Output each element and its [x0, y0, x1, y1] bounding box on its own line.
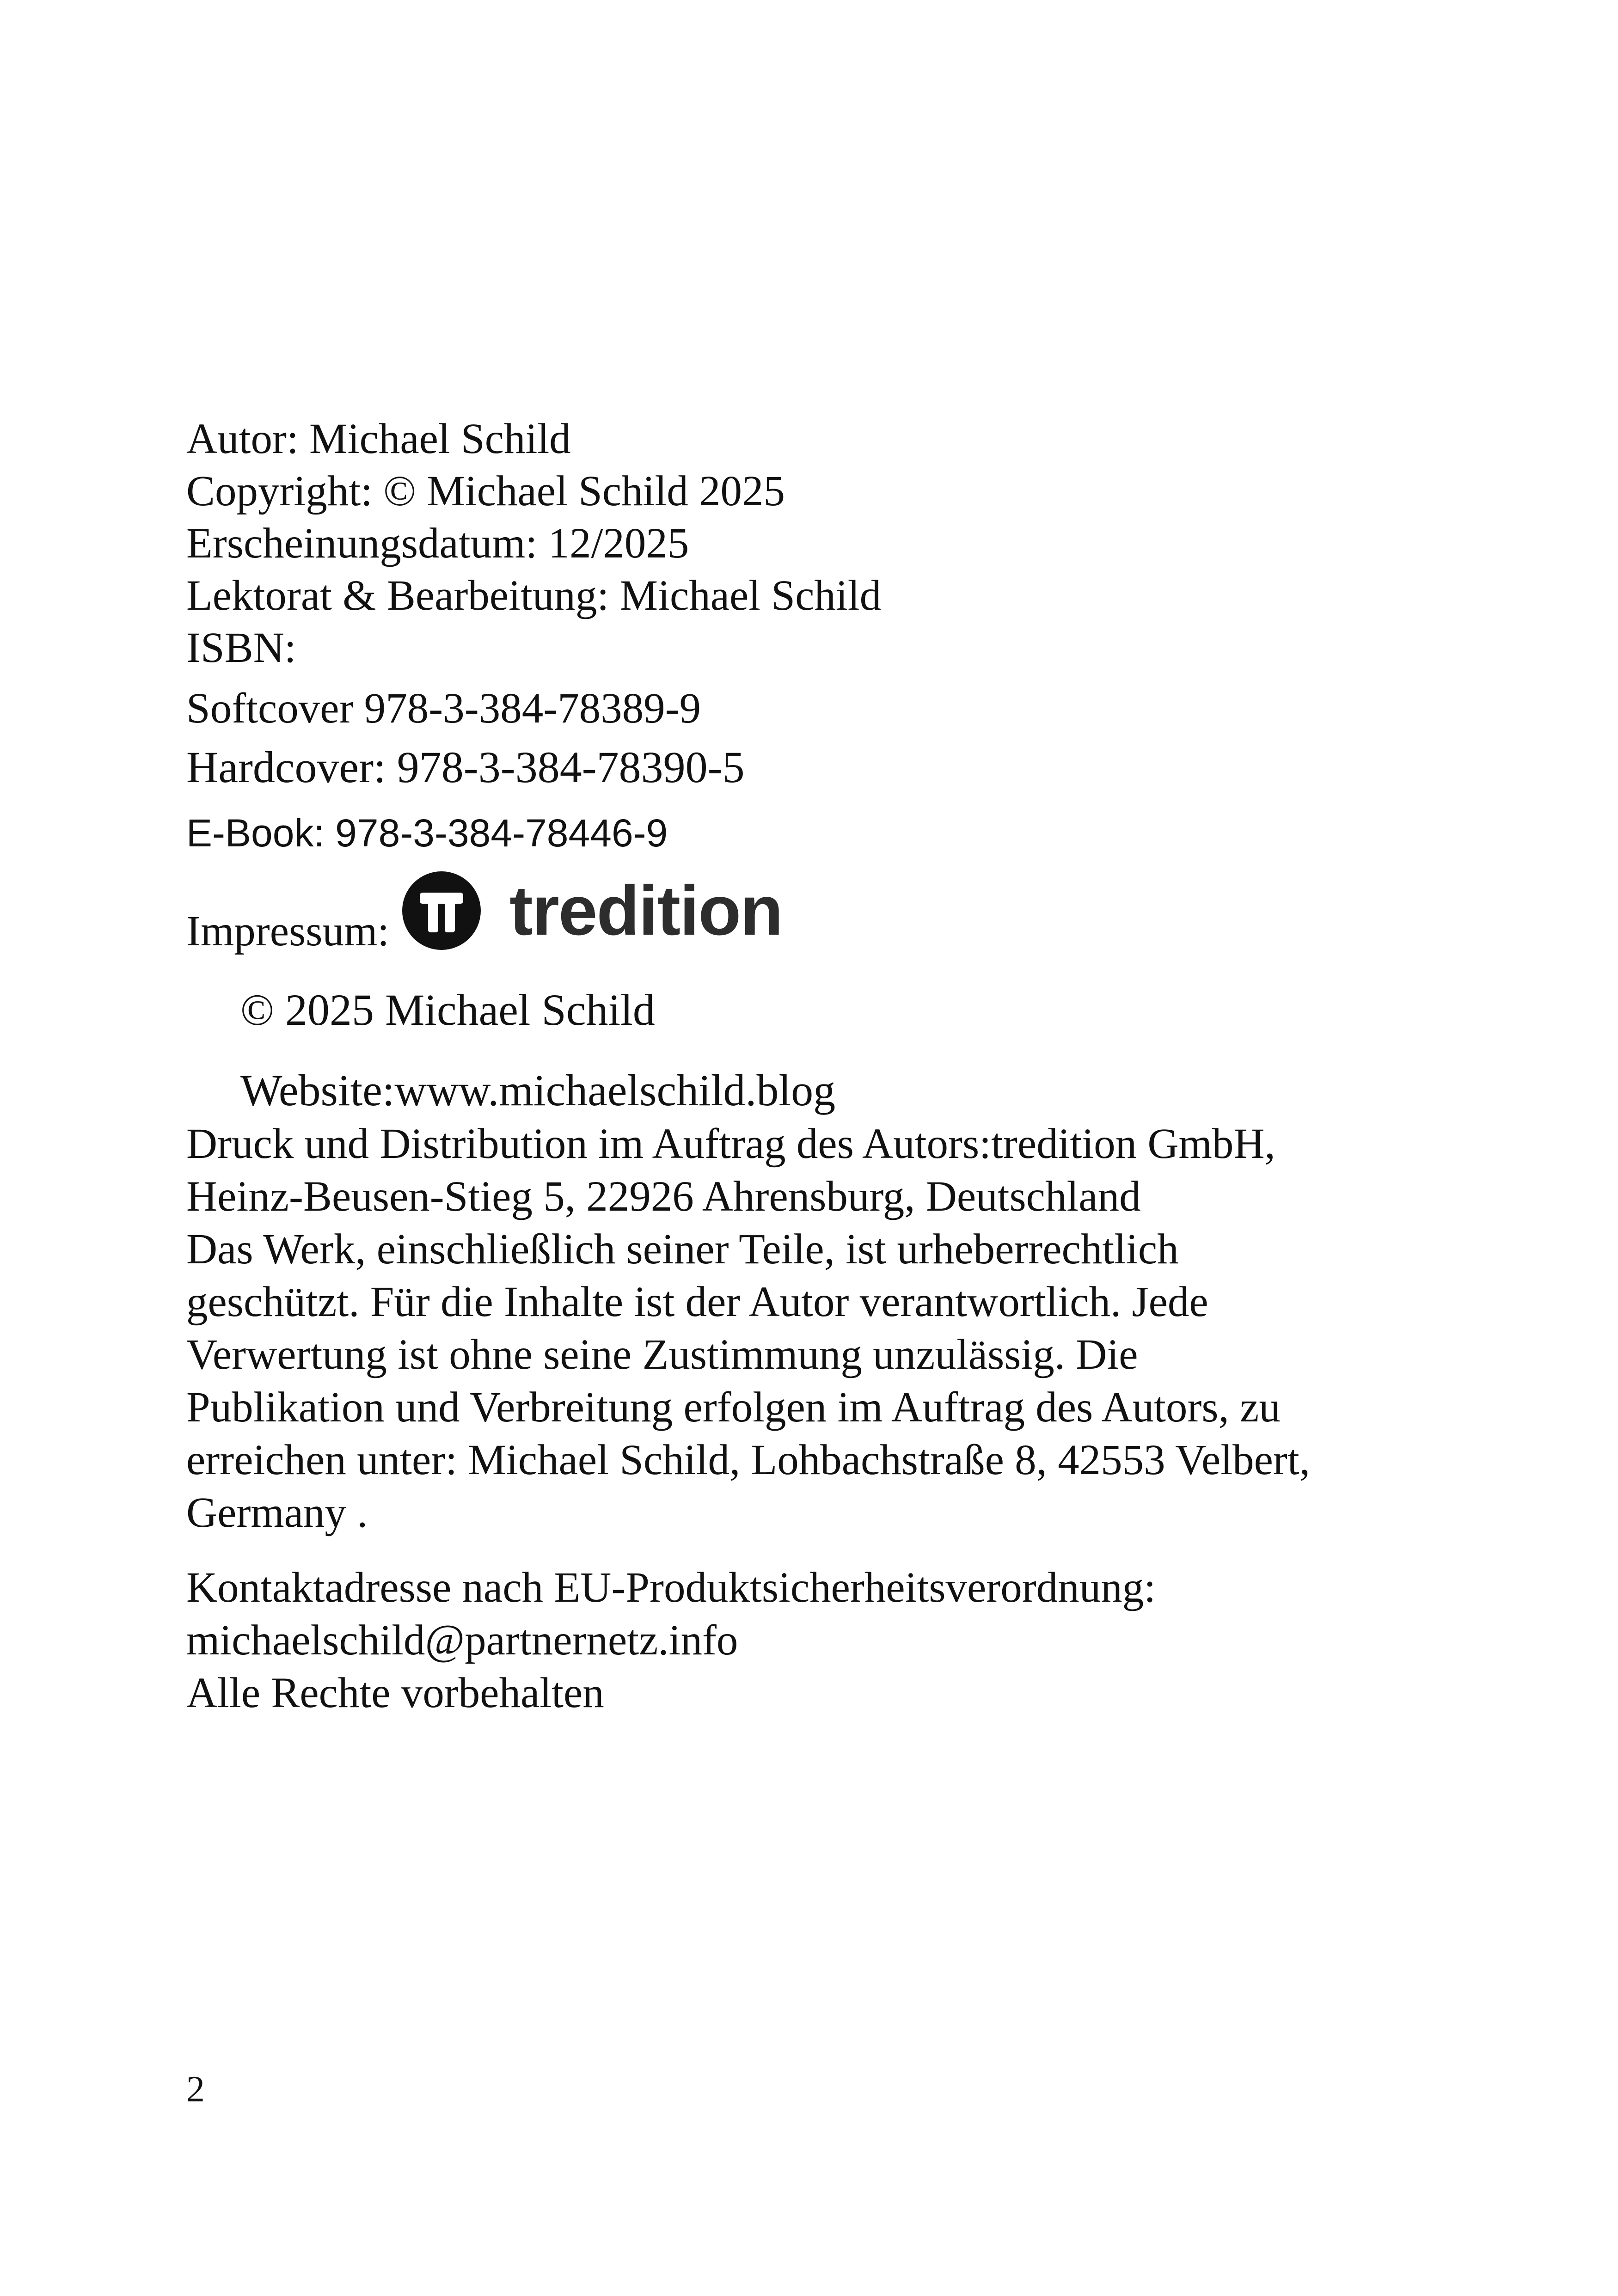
- rights-line: Publikation und Verbreitung erfolgen im Auftrag des Autors, zu: [186, 1384, 1281, 1431]
- isbn-ebook: E-Book: 978-3-384-78446-9: [186, 811, 668, 855]
- tredition-logo: [402, 871, 782, 950]
- page-number: 2: [186, 2069, 205, 2110]
- rights-line: Das Werk, einschließlich seiner Teile, ist urheberrechtlich: [186, 1225, 1179, 1273]
- copyright-notice: © 2025 Michael Schild: [240, 985, 655, 1035]
- contact-email: michaelschild@partnernetz.info: [186, 1616, 738, 1664]
- copyright-line: Copyright: © Michael Schild 2025: [186, 467, 785, 515]
- tredition-mark-icon: [402, 871, 481, 950]
- rights-line: erreichen unter: Michael Schild, Lohbachstraße 8, 42553 Velbert,: [186, 1436, 1310, 1484]
- release-date-line: Erscheinungsdatum: 12/2025: [186, 520, 689, 567]
- contact-line: Kontaktadresse nach EU-Produktsicherheitsverordnung:: [186, 1564, 1156, 1611]
- tredition-logo-text: tredition: [509, 871, 783, 950]
- editing-line: Lektorat & Bearbeitung: Michael Schild: [186, 572, 882, 619]
- rights-line: geschützt. Für die Inhalte ist der Autor verantwortlich. Jede: [186, 1278, 1208, 1326]
- impressum-label: Impressum:: [186, 907, 390, 955]
- impressum-row: [186, 869, 783, 955]
- website-line: Website:www.michaelschild.blog: [240, 1065, 836, 1115]
- isbn-softcover: Softcover 978-3-384-78389-9: [186, 685, 701, 732]
- contact-line: Alle Rechte vorbehalten: [186, 1669, 604, 1717]
- rights-line: Verwertung ist ohne seine Zustimmung unzulässig. Die: [186, 1331, 1138, 1378]
- print-line: Heinz-Beusen-Stieg 5, 22926 Ahrensburg, Deutschland: [186, 1173, 1141, 1220]
- isbn-label: ISBN:: [186, 624, 296, 672]
- isbn-hardcover: Hardcover: 978-3-384-78390-5: [186, 742, 745, 792]
- rights-line: Germany .: [186, 1489, 368, 1537]
- author-line: Autor: Michael Schild: [186, 415, 571, 463]
- print-line: Druck und Distribution im Auftrag des Autors:tredition GmbH,: [186, 1120, 1275, 1168]
